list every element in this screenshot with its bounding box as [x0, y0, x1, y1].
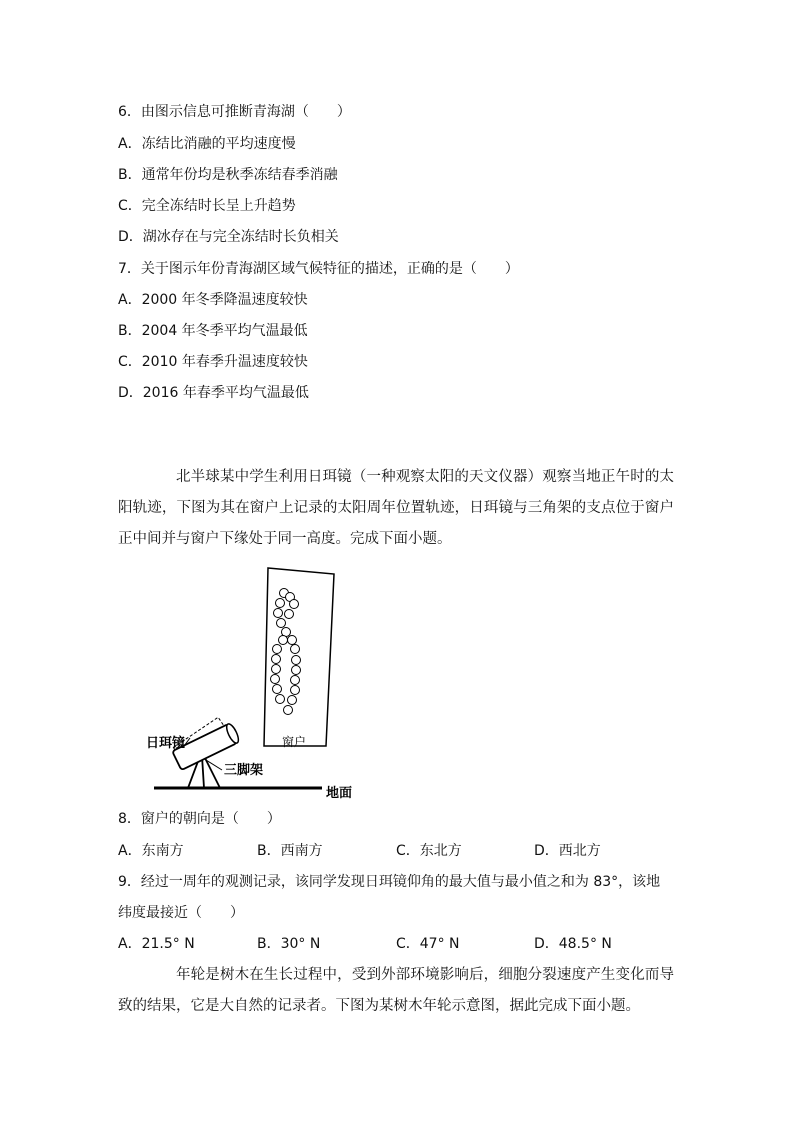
question-9-option-c: C．47° N [396, 936, 460, 952]
tripod-label: 三脚架 [224, 763, 264, 778]
question-8-option-a: A．东南方 [118, 843, 184, 859]
scope-label: 日珥镜 [146, 736, 186, 751]
ground-label: 地面 [326, 786, 353, 801]
question-8-option-c: C．东北方 [396, 843, 462, 859]
question-6-option-c: C．完全冻结时长呈上升趋势 [118, 198, 296, 214]
question-7-option-a: A．2000 年冬季降温速度较快 [118, 292, 308, 308]
question-8-option-d: D．西北方 [534, 843, 601, 859]
question-9-option-a: A．21.5° N [118, 936, 195, 952]
question-9-option-b: B．30° N [257, 936, 321, 952]
sun-track-figure [140, 560, 380, 802]
question-6-option-b: B．通常年份均是秋季冻结春季消融 [118, 167, 338, 183]
question-7-option-b: B．2004 年冬季平均气温最低 [118, 323, 308, 339]
question-7-stem: 7．关于图示年份青海湖区域气候特征的描述，正确的是（ ） [118, 261, 519, 277]
question-6-option-a: A．冻结比消融的平均速度慢 [118, 136, 296, 152]
question-7-option-c: C．2010 年春季升温速度较快 [118, 354, 308, 370]
question-9-stem-line-1: 9．经过一周年的观测记录，该同学发现日珥镜仰角的最大值与最小值之和为 83°，该地 [118, 874, 661, 890]
question-8-option-b: B．西南方 [257, 843, 323, 859]
question-9-option-d: D．48.5° N [534, 936, 612, 952]
passage-tree-rings: 年轮是树木在生长过程中，受到外部环境影响后，细胞分裂速度产生变化而导致的结果，它是大自然的记录者。下图为某树木年轮示意图，据此完成下面小题。 [118, 967, 674, 1014]
window-label: 窗户 [282, 735, 307, 749]
question-6-option-d: D．湖冰存在与完全冻结时长负相关 [118, 229, 339, 245]
question-7-option-d: D．2016 年春季平均气温最低 [118, 385, 309, 401]
passage-sun-observation: 北半球某中学生利用日珥镜（一种观察太阳的天文仪器）观察当地正午时的太阳轨迹，下图为其在窗户上记录的太阳周年位置轨迹，日珥镜与三角架的支点位于窗户正中间并与窗户下缘处于同一高度。完成下面小题。 [118, 469, 674, 547]
question-8-stem: 8．窗户的朝向是（ ） [118, 811, 281, 827]
question-6-stem: 6．由图示信息可推断青海湖（ ） [118, 104, 351, 120]
question-9-stem-line-2: 纬度最接近（ ） [118, 905, 244, 921]
sun-position-marks [271, 589, 301, 715]
